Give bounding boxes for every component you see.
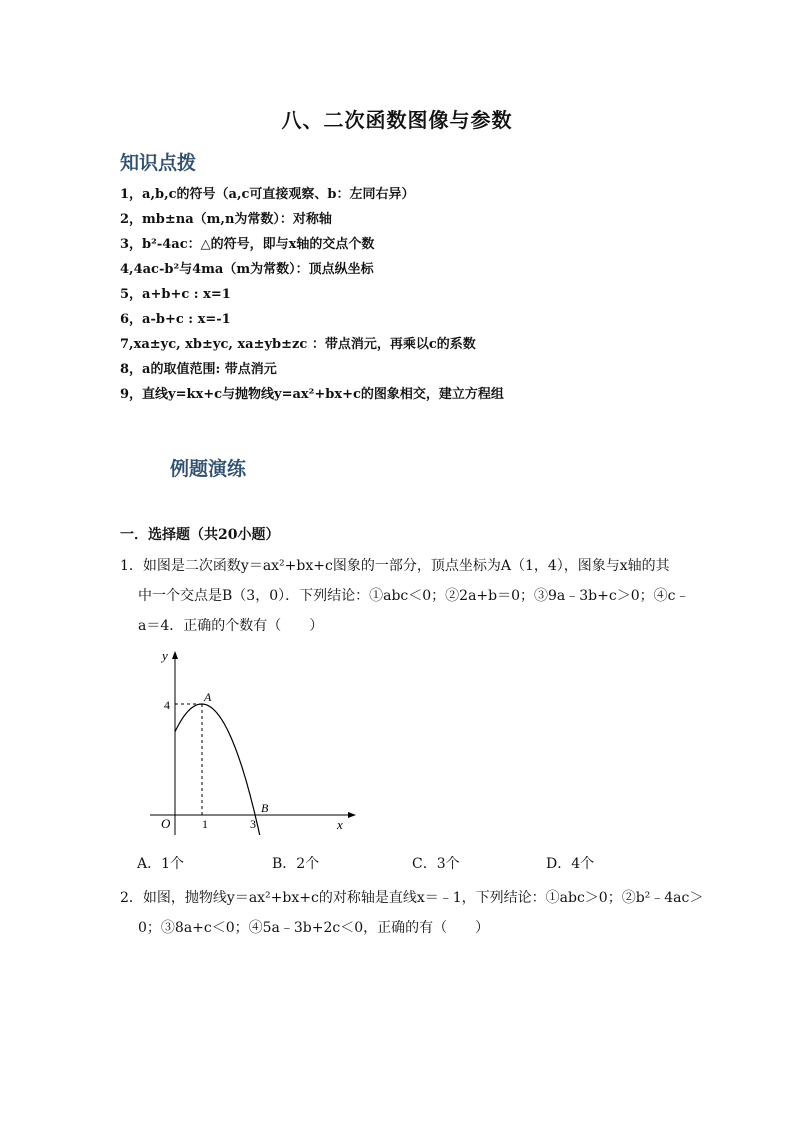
question-2-line: 0；③8a+c＜0；④5a﹣3b+2c＜0，正确的有（ ）	[138, 920, 490, 936]
option-a[interactable]: A．1个	[137, 856, 185, 872]
question-1-line: 中一个交点是B（3，0）．下列结论：①abc＜0；②2a+b＝0；③9a﹣3b+c＞0；④c﹣	[138, 588, 690, 604]
knowledge-point: 8，a的取值范围: 带点消元	[120, 362, 277, 377]
question-1-line: a＝4．正确的个数有（ ）	[138, 618, 324, 634]
knowledge-point: 5，a+b+c : x=1	[120, 287, 231, 302]
tick-label-x1: 1	[202, 817, 208, 831]
question-2	[120, 883, 704, 943]
knowledge-point: 7,xa±yc, xb±yc, xa±yb±zc ：带点消元，再乘以c的系数	[120, 337, 476, 352]
knowledge-point: 3，b²-4ac：△的符号，即与x轴的交点个数	[120, 237, 375, 252]
y-axis-arrow	[172, 651, 178, 659]
knowledge-point: 9，直线y=kx+c与抛物线y=ax²+bx+c的图象相交，建立方程组	[120, 387, 504, 402]
option-c[interactable]: C．3个	[412, 856, 460, 872]
question-2-line: 2．如图，抛物线y＝ax²+bx+c的对称轴是直线x＝﹣1，下列结论：①abc＞0；②b²﹣4ac＞	[120, 890, 704, 906]
examples-heading: 例题演练	[170, 458, 247, 480]
page-title: 八、二次函数图像与参数	[281, 108, 513, 132]
knowledge-point: 2，mb±na（m,n为常数）：对称轴	[120, 212, 332, 227]
y-axis-label: y	[162, 648, 168, 663]
x-axis-arrow	[348, 812, 356, 818]
knowledge-point: 6，a-b+c : x=-1	[120, 312, 231, 327]
x-axis-label: x	[337, 817, 343, 832]
parabola-figure	[130, 645, 360, 835]
point-b-label: B	[261, 801, 269, 815]
knowledge-heading: 知识点拨	[120, 152, 197, 174]
tick-label-x3: 3	[250, 817, 256, 831]
question-1-line: 1．如图是二次函数y＝ax²+bx+c图象的一部分，顶点坐标为A（1，4），图象与x轴的其	[120, 558, 670, 574]
point-a-label: A	[204, 690, 212, 704]
knowledge-point: 4,4ac-b²与4ma（m为常数）：顶点纵坐标	[120, 262, 374, 277]
question-1	[120, 551, 690, 641]
option-b[interactable]: B．2个	[272, 856, 320, 872]
knowledge-point: 1，a,b,c的符号（a,c可直接观察、b：左同右异）	[120, 187, 415, 202]
knowledge-points-list	[120, 182, 720, 407]
origin-label: O	[161, 816, 171, 831]
section-title: 一．选择题（共20小题）	[120, 527, 280, 543]
option-d[interactable]: D．4个	[546, 856, 595, 872]
tick-label-y4: 4	[164, 698, 170, 712]
